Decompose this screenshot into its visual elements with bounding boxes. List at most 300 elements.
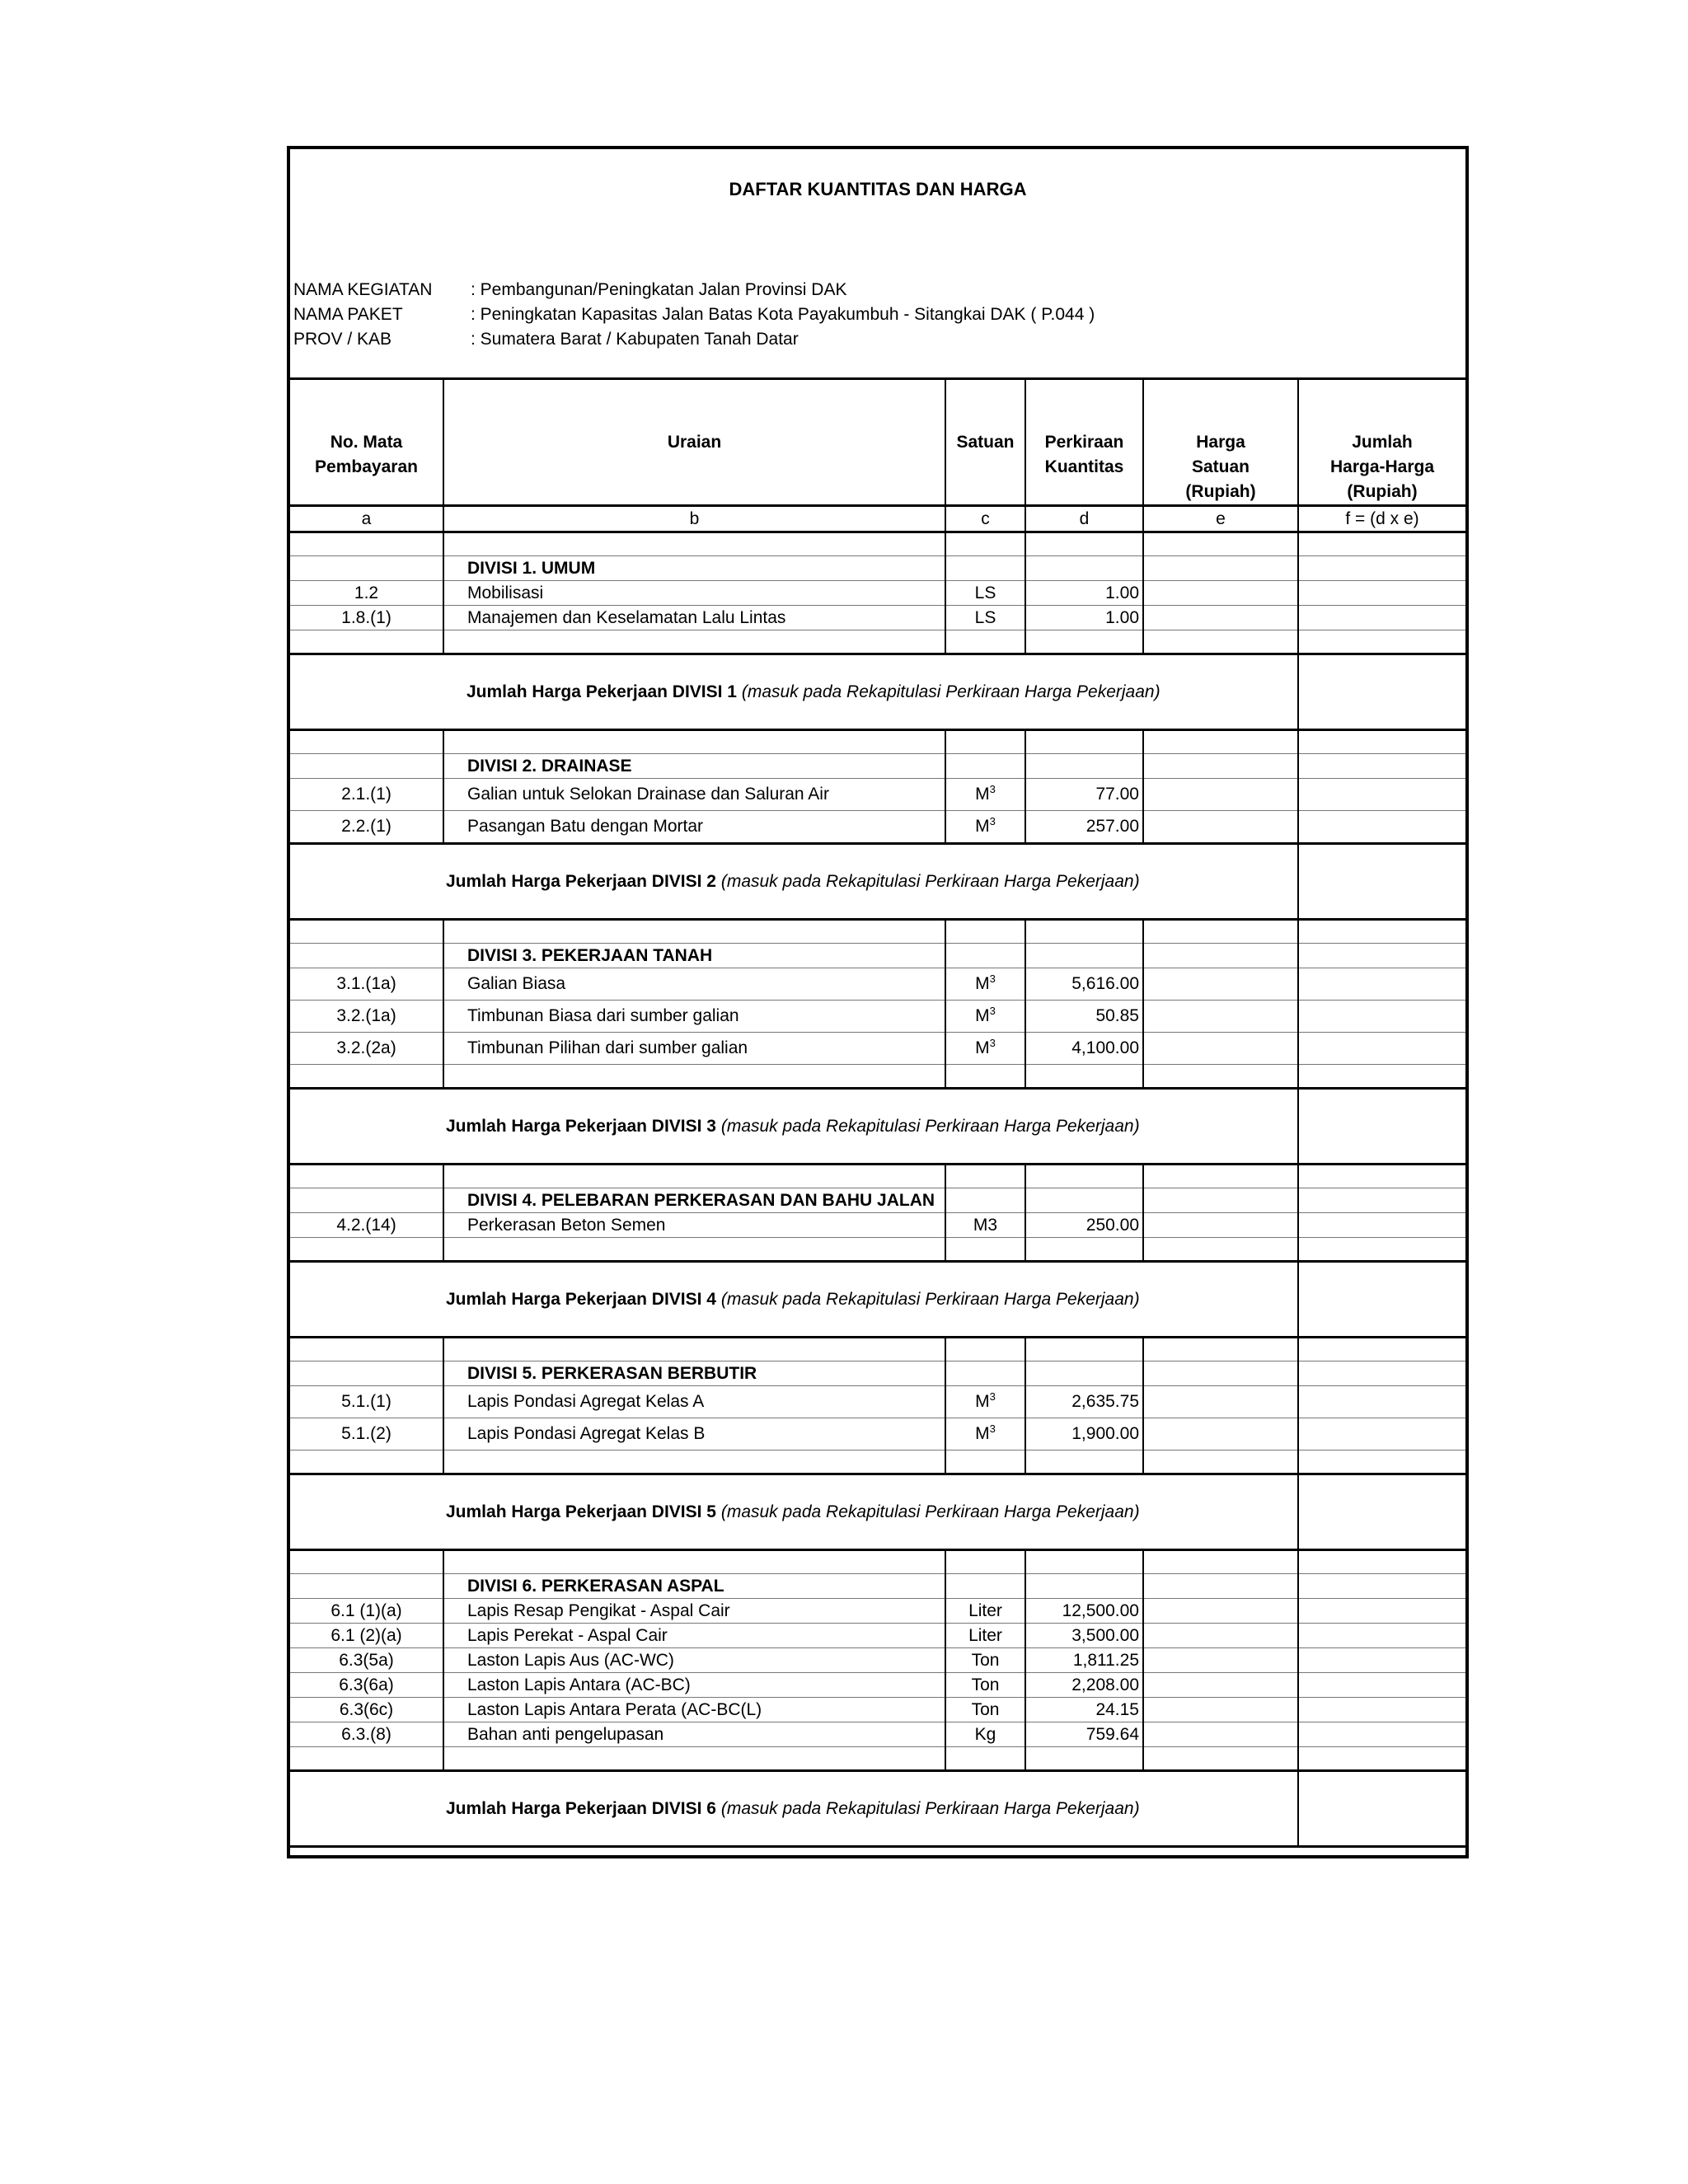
item-number: 2.2.(1) [290, 810, 443, 843]
item-unit: M [975, 816, 990, 836]
empty-cell [1143, 1450, 1298, 1474]
empty-cell [1298, 919, 1465, 943]
empty-cell [945, 729, 1025, 753]
item-unit-cell [945, 1647, 1025, 1672]
division-title-row [290, 753, 1465, 778]
division-blank-row [290, 1064, 1465, 1088]
division-total-amount [1298, 1474, 1465, 1549]
division-title-row [290, 943, 1465, 968]
division-spacer-row [290, 1164, 1465, 1188]
col-header-line: Uraian [667, 432, 722, 452]
col-letter: f = (d x e) [1298, 505, 1465, 532]
empty-cell [290, 532, 443, 555]
empty-cell [1143, 753, 1298, 778]
item-total-price [1298, 1598, 1465, 1623]
empty-cell [945, 1573, 1025, 1598]
empty-cell [1143, 1573, 1298, 1598]
item-unit-cell [945, 1000, 1025, 1032]
item-total-price [1298, 1032, 1465, 1064]
item-unit-cell [945, 1032, 1025, 1064]
item-unit-cell [945, 778, 1025, 810]
table-row [290, 968, 1465, 1000]
col-header-line: No. Mata [330, 432, 403, 452]
item-unit-price [1143, 1212, 1298, 1237]
boq-table [290, 380, 1465, 1848]
item-description: Galian Biasa [443, 968, 945, 1000]
empty-cell [443, 729, 945, 753]
empty-cell [1298, 753, 1465, 778]
item-unit: M [975, 1038, 990, 1057]
empty-cell [443, 1549, 945, 1573]
empty-cell [945, 1337, 1025, 1361]
col-header-uraian [443, 380, 945, 505]
division-total-row [290, 654, 1465, 729]
col-header-line: Kuantitas [1044, 457, 1124, 476]
table-row [290, 1598, 1465, 1623]
item-unit-price [1143, 968, 1298, 1000]
empty-cell [945, 919, 1025, 943]
item-number: 1.8.(1) [290, 605, 443, 630]
empty-cell [945, 1549, 1025, 1573]
division-total-amount [1298, 1770, 1465, 1846]
empty-cell [1143, 1361, 1298, 1385]
empty-cell [1298, 1746, 1465, 1770]
empty-cell [1025, 1237, 1143, 1261]
item-unit-price [1143, 1697, 1298, 1722]
empty-cell [290, 1237, 443, 1261]
info-label: NAMA PAKET [293, 305, 403, 324]
division-spacer-row [290, 532, 1465, 555]
item-total-price [1298, 968, 1465, 1000]
empty-cell [945, 532, 1025, 555]
division-total-title: Jumlah Harga Pekerjaan DIVISI 4 [446, 1289, 716, 1309]
division-total-row [290, 1261, 1465, 1337]
item-unit: Ton [971, 1675, 1000, 1694]
item-description: Lapis Perekat - Aspal Cair [443, 1623, 945, 1647]
item-unit-cell [945, 1697, 1025, 1722]
empty-cell [1025, 1164, 1143, 1188]
item-unit-price [1143, 810, 1298, 843]
item-quantity: 50.85 [1025, 1000, 1143, 1032]
empty-cell [290, 1746, 443, 1770]
unit-superscript: 3 [989, 1036, 996, 1049]
empty-cell [1298, 1337, 1465, 1361]
item-unit: LS [974, 583, 996, 602]
item-unit-cell [945, 580, 1025, 605]
item-unit-price [1143, 1623, 1298, 1647]
col-letter: e [1143, 505, 1298, 532]
item-description: Pasangan Batu dengan Mortar [443, 810, 945, 843]
empty-cell [1298, 1361, 1465, 1385]
empty-cell [1298, 1237, 1465, 1261]
division-total-note: (masuk pada Rekapitulasi Perkiraan Harga Pekerjaan) [720, 1289, 1140, 1309]
item-quantity: 759.64 [1025, 1722, 1143, 1746]
item-total-price [1298, 1212, 1465, 1237]
item-unit-cell [945, 1722, 1025, 1746]
empty-cell [945, 555, 1025, 580]
item-unit-price [1143, 1032, 1298, 1064]
item-description: Timbunan Pilihan dari sumber galian [443, 1032, 945, 1064]
table-row [290, 778, 1465, 810]
empty-cell [945, 1746, 1025, 1770]
division-total-label [290, 1474, 1298, 1549]
empty-cell [290, 753, 443, 778]
empty-cell [290, 1188, 443, 1212]
empty-cell [443, 1064, 945, 1088]
item-number: 1.2 [290, 580, 443, 605]
empty-cell [290, 1164, 443, 1188]
table-row [290, 1647, 1465, 1672]
item-total-price [1298, 1722, 1465, 1746]
item-quantity: 12,500.00 [1025, 1598, 1143, 1623]
col-header-line: Harga-Harga [1329, 457, 1435, 476]
col-letter: b [443, 505, 945, 532]
col-header-line: Harga [1196, 432, 1245, 452]
division-total-title: Jumlah Harga Pekerjaan DIVISI 5 [446, 1502, 716, 1521]
item-unit: Ton [971, 1650, 1000, 1670]
item-unit-price [1143, 1722, 1298, 1746]
boq-table-body [290, 380, 1465, 1846]
item-number: 6.3(6a) [290, 1672, 443, 1697]
item-unit-cell [945, 1598, 1025, 1623]
empty-cell [1298, 729, 1465, 753]
empty-cell [1143, 1237, 1298, 1261]
item-unit: Kg [974, 1724, 996, 1744]
item-unit-price [1143, 1385, 1298, 1418]
empty-cell [1025, 532, 1143, 555]
item-unit-price [1143, 1647, 1298, 1672]
item-number: 3.2.(2a) [290, 1032, 443, 1064]
col-letter: d [1025, 505, 1143, 532]
empty-cell [1025, 919, 1143, 943]
item-unit: M [975, 784, 990, 804]
item-unit: M [975, 1391, 990, 1411]
item-quantity: 2,208.00 [1025, 1672, 1143, 1697]
item-quantity: 4,100.00 [1025, 1032, 1143, 1064]
item-unit: M [975, 1005, 990, 1025]
item-number: 3.2.(1a) [290, 1000, 443, 1032]
division-total-amount [1298, 654, 1465, 729]
division-total-title: Jumlah Harga Pekerjaan DIVISI 2 [446, 871, 716, 891]
item-unit-cell [945, 1212, 1025, 1237]
empty-cell [290, 1361, 443, 1385]
boq-document [287, 146, 1469, 1858]
table-row [290, 1623, 1465, 1647]
item-quantity: 1.00 [1025, 580, 1143, 605]
division-title: DIVISI 3. PEKERJAAN TANAH [443, 943, 945, 968]
division-blank-row [290, 630, 1465, 654]
item-unit-cell [945, 1385, 1025, 1418]
item-total-price [1298, 1418, 1465, 1450]
empty-cell [1298, 630, 1465, 654]
empty-cell [1298, 943, 1465, 968]
empty-cell [1143, 1164, 1298, 1188]
division-total-label [290, 654, 1298, 729]
division-title: DIVISI 2. DRAINASE [443, 753, 945, 778]
item-unit-price [1143, 605, 1298, 630]
item-number: 2.1.(1) [290, 778, 443, 810]
item-description: Bahan anti pengelupasan [443, 1722, 945, 1746]
empty-cell [290, 919, 443, 943]
info-value: : Sumatera Barat / Kabupaten Tanah Datar [471, 330, 799, 349]
division-title-row [290, 1573, 1465, 1598]
unit-superscript: 3 [989, 1004, 996, 1017]
empty-cell [945, 753, 1025, 778]
empty-cell [1143, 532, 1298, 555]
empty-cell [945, 1188, 1025, 1212]
empty-cell [1025, 1746, 1143, 1770]
item-number: 6.1 (1)(a) [290, 1598, 443, 1623]
empty-cell [290, 1573, 443, 1598]
empty-cell [443, 630, 945, 654]
item-total-price [1298, 1672, 1465, 1697]
col-header-satuan [945, 380, 1025, 505]
division-total-amount [1298, 843, 1465, 919]
division-total-note: (masuk pada Rekapitulasi Perkiraan Harga Pekerjaan) [720, 871, 1140, 891]
empty-cell [290, 1064, 443, 1088]
unit-superscript: 3 [989, 782, 996, 795]
item-description: Lapis Pondasi Agregat Kelas A [443, 1385, 945, 1418]
item-total-price [1298, 580, 1465, 605]
empty-cell [945, 1237, 1025, 1261]
empty-cell [1025, 1064, 1143, 1088]
item-total-price [1298, 1623, 1465, 1647]
item-number: 6.1 (2)(a) [290, 1623, 443, 1647]
empty-cell [1025, 1573, 1143, 1598]
division-title-row [290, 555, 1465, 580]
col-header-no [290, 380, 443, 505]
item-quantity: 257.00 [1025, 810, 1143, 843]
division-spacer-row [290, 919, 1465, 943]
info-value: : Peningkatan Kapasitas Jalan Batas Kota Payakumbuh - Sitangkai DAK ( P.044 ) [471, 305, 1095, 324]
empty-cell [945, 943, 1025, 968]
info-label: PROV / KAB [293, 330, 392, 349]
empty-cell [290, 943, 443, 968]
empty-cell [290, 1450, 443, 1474]
division-total-note: (masuk pada Rekapitulasi Perkiraan Harga Pekerjaan) [720, 1116, 1140, 1136]
division-title-row [290, 1188, 1465, 1212]
empty-cell [443, 1164, 945, 1188]
empty-cell [290, 729, 443, 753]
item-total-price [1298, 1000, 1465, 1032]
col-header-qty [1025, 380, 1143, 505]
item-description: Galian untuk Selokan Drainase dan Saluran Air [443, 778, 945, 810]
column-letter-row [290, 505, 1465, 532]
empty-cell [1298, 1573, 1465, 1598]
item-description: Laston Lapis Aus (AC-WC) [443, 1647, 945, 1672]
empty-cell [1025, 630, 1143, 654]
empty-cell [1025, 1549, 1143, 1573]
item-quantity: 1,811.25 [1025, 1647, 1143, 1672]
empty-cell [1025, 753, 1143, 778]
column-header-row [290, 380, 1465, 505]
empty-cell [1025, 1450, 1143, 1474]
empty-cell [1143, 943, 1298, 968]
item-number: 5.1.(2) [290, 1418, 443, 1450]
col-header-line: Satuan [1191, 457, 1250, 476]
col-header-line: Pembayaran [315, 457, 418, 476]
item-quantity: 1,900.00 [1025, 1418, 1143, 1450]
division-total-label [290, 1770, 1298, 1846]
item-number: 4.2.(14) [290, 1212, 443, 1237]
empty-cell [1143, 1549, 1298, 1573]
table-row [290, 1672, 1465, 1697]
unit-superscript: 3 [989, 972, 996, 985]
item-description: Lapis Pondasi Agregat Kelas B [443, 1418, 945, 1450]
item-description: Laston Lapis Antara Perata (AC-BC(L) [443, 1697, 945, 1722]
item-quantity: 2,635.75 [1025, 1385, 1143, 1418]
col-header-line: (Rupiah) [1185, 481, 1256, 501]
item-unit: Liter [968, 1601, 1002, 1620]
empty-cell [443, 1746, 945, 1770]
division-blank-row [290, 1746, 1465, 1770]
item-unit: M [975, 1423, 990, 1443]
division-spacer-row [290, 1337, 1465, 1361]
table-row [290, 1212, 1465, 1237]
unit-superscript: 3 [989, 1390, 996, 1403]
table-row [290, 1418, 1465, 1450]
item-unit-price [1143, 1672, 1298, 1697]
empty-cell [443, 1237, 945, 1261]
info-value: : Pembangunan/Peningkatan Jalan Provinsi DAK [471, 280, 847, 299]
division-title-row [290, 1361, 1465, 1385]
item-total-price [1298, 1697, 1465, 1722]
division-total-amount [1298, 1088, 1465, 1164]
empty-cell [945, 1361, 1025, 1385]
item-total-price [1298, 778, 1465, 810]
empty-cell [1025, 555, 1143, 580]
item-total-price [1298, 605, 1465, 630]
empty-cell [290, 1337, 443, 1361]
division-total-title: Jumlah Harga Pekerjaan DIVISI 1 [467, 682, 737, 701]
item-unit-cell [945, 1672, 1025, 1697]
item-number: 3.1.(1a) [290, 968, 443, 1000]
empty-cell [443, 532, 945, 555]
item-description: Perkerasan Beton Semen [443, 1212, 945, 1237]
empty-cell [1025, 729, 1143, 753]
empty-cell [1143, 919, 1298, 943]
division-total-note: (masuk pada Rekapitulasi Perkiraan Harga Pekerjaan) [720, 1502, 1140, 1521]
division-title: DIVISI 5. PERKERASAN BERBUTIR [443, 1361, 945, 1385]
item-description: Manajemen dan Keselamatan Lalu Lintas [443, 605, 945, 630]
division-spacer-row [290, 729, 1465, 753]
item-unit-cell [945, 1418, 1025, 1450]
empty-cell [1298, 1188, 1465, 1212]
empty-cell [1143, 729, 1298, 753]
item-unit: Ton [971, 1699, 1000, 1719]
item-unit-cell [945, 810, 1025, 843]
empty-cell [290, 555, 443, 580]
info-label: NAMA KEGIATAN [293, 280, 433, 299]
division-total-label [290, 843, 1298, 919]
col-header-jumlah [1298, 380, 1465, 505]
empty-cell [1298, 555, 1465, 580]
division-title: DIVISI 4. PELEBARAN PERKERASAN DAN BAHU JALAN [443, 1188, 945, 1212]
empty-cell [1298, 1450, 1465, 1474]
col-header-line: Satuan [956, 432, 1015, 452]
division-blank-row [290, 1237, 1465, 1261]
item-unit-price [1143, 1000, 1298, 1032]
division-total-title: Jumlah Harga Pekerjaan DIVISI 3 [446, 1116, 716, 1136]
item-unit: M [975, 973, 990, 993]
document-title: DAFTAR KUANTITAS DAN HARGA [729, 179, 1027, 199]
empty-cell [1143, 1746, 1298, 1770]
item-quantity: 250.00 [1025, 1212, 1143, 1237]
item-description: Mobilisasi [443, 580, 945, 605]
division-total-label [290, 1261, 1298, 1337]
empty-cell [443, 1450, 945, 1474]
unit-superscript: 3 [989, 814, 996, 827]
division-total-row [290, 1474, 1465, 1549]
item-quantity: 24.15 [1025, 1697, 1143, 1722]
empty-cell [1143, 555, 1298, 580]
item-unit-price [1143, 580, 1298, 605]
empty-cell [1025, 1337, 1143, 1361]
empty-cell [443, 1337, 945, 1361]
table-row [290, 1722, 1465, 1746]
empty-cell [290, 1549, 443, 1573]
item-unit: LS [974, 607, 996, 627]
item-description: Timbunan Biasa dari sumber galian [443, 1000, 945, 1032]
item-quantity: 5,616.00 [1025, 968, 1143, 1000]
item-number: 5.1.(1) [290, 1385, 443, 1418]
division-total-row [290, 1770, 1465, 1846]
division-total-amount [1298, 1261, 1465, 1337]
division-total-title: Jumlah Harga Pekerjaan DIVISI 6 [446, 1798, 716, 1818]
division-total-note: (masuk pada Rekapitulasi Perkiraan Harga Pekerjaan) [741, 682, 1160, 701]
empty-cell [1025, 1361, 1143, 1385]
empty-cell [1143, 630, 1298, 654]
item-unit-price [1143, 1598, 1298, 1623]
item-number: 6.3.(8) [290, 1722, 443, 1746]
item-total-price [1298, 1385, 1465, 1418]
item-unit: Liter [968, 1625, 1002, 1645]
col-letter: a [290, 505, 443, 532]
item-number: 6.3(5a) [290, 1647, 443, 1672]
division-total-label [290, 1088, 1298, 1164]
item-quantity: 1.00 [1025, 605, 1143, 630]
division-spacer-row [290, 1549, 1465, 1573]
empty-cell [945, 1164, 1025, 1188]
item-total-price [1298, 810, 1465, 843]
item-description: Lapis Resap Pengikat - Aspal Cair [443, 1598, 945, 1623]
empty-cell [1143, 1064, 1298, 1088]
empty-cell [1025, 943, 1143, 968]
item-unit-cell [945, 1623, 1025, 1647]
division-title: DIVISI 1. UMUM [443, 555, 945, 580]
item-unit-cell [945, 605, 1025, 630]
division-total-note: (masuk pada Rekapitulasi Perkiraan Harga Pekerjaan) [720, 1798, 1140, 1818]
empty-cell [1143, 1337, 1298, 1361]
item-quantity: 77.00 [1025, 778, 1143, 810]
empty-cell [1298, 1549, 1465, 1573]
empty-cell [945, 1450, 1025, 1474]
unit-superscript: 3 [989, 1422, 996, 1435]
table-row [290, 580, 1465, 605]
col-letter: c [945, 505, 1025, 532]
empty-cell [443, 919, 945, 943]
item-unit-cell [945, 968, 1025, 1000]
empty-cell [945, 630, 1025, 654]
empty-cell [1298, 1164, 1465, 1188]
division-title: DIVISI 6. PERKERASAN ASPAL [443, 1573, 945, 1598]
document-header [290, 149, 1465, 380]
table-row [290, 1697, 1465, 1722]
item-unit-price [1143, 778, 1298, 810]
empty-cell [1298, 1064, 1465, 1088]
table-row [290, 1032, 1465, 1064]
col-header-line: (Rupiah) [1347, 481, 1418, 501]
